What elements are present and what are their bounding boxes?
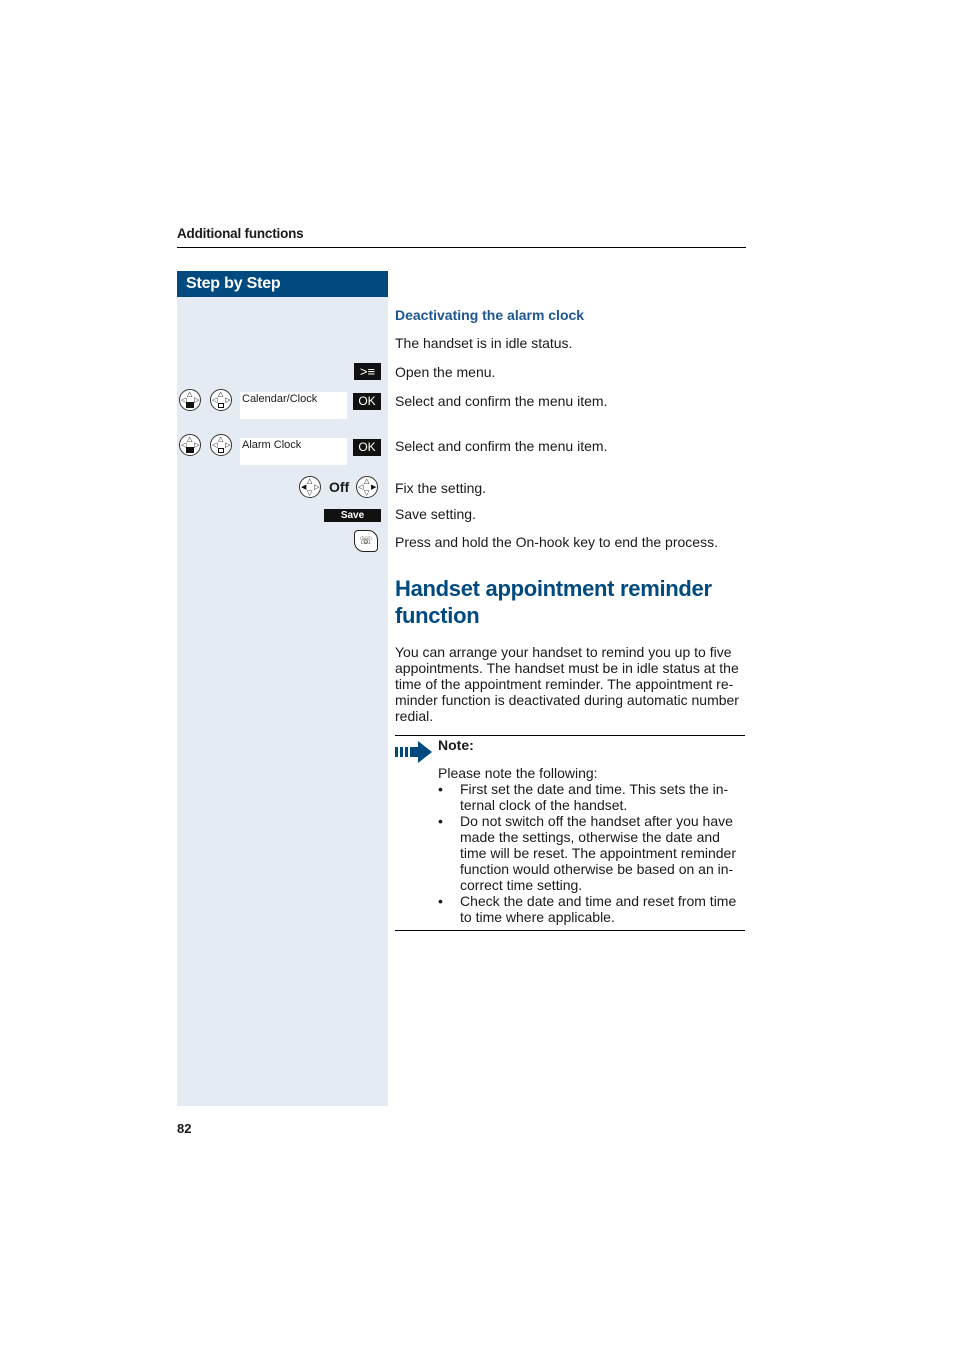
menu-key-icon: >≡ <box>354 363 381 380</box>
control-key-updown-icon: △ ◁ ▷ <box>210 434 232 456</box>
step-fix-setting-text: Fix the setting. <box>395 480 487 496</box>
step-by-step-title: Step by Step <box>177 271 388 297</box>
list-item: • First set the date and time. This sets the in-ternal clock of the handset. <box>438 781 729 813</box>
step-select-calendar-text: Select and confirm the menu item. <box>395 393 608 409</box>
step-open-menu-text: Open the menu. <box>395 364 496 380</box>
ok-key: OK <box>353 393 381 410</box>
reminder-title-line2: function <box>395 603 480 628</box>
running-header: Additional functions <box>177 226 304 241</box>
note-intro: Please note the following: <box>438 765 598 781</box>
display-menu-item-calendar-clock: Calendar/Clock <box>240 392 347 419</box>
control-key-updown-icon: △ ◁ ▷ <box>210 389 232 411</box>
display-menu-item-alarm-clock: Alarm Clock <box>240 438 347 465</box>
alarm-section-title: Deactivating the alarm clock <box>395 307 585 323</box>
step-on-hook-text: Press and hold the On-hook key to end the process. <box>395 534 718 550</box>
control-key-left-icon: △ ◀ ▷ ▽ <box>301 478 320 497</box>
note-top-divider <box>395 735 745 736</box>
note-bottom-divider <box>395 930 745 931</box>
step-save-text: Save setting. <box>395 506 476 522</box>
control-key-right-icon: △ ◁ ▶ ▽ <box>358 478 377 497</box>
list-item: • Check the date and time and reset from time to time where applicable. <box>438 893 737 925</box>
ok-key: OK <box>353 439 381 456</box>
control-key-down-icon: △ ◁ ▷ <box>179 434 201 456</box>
header-divider <box>177 247 746 248</box>
step-select-alarm-text: Select and confirm the menu item. <box>395 438 608 454</box>
save-display-key: Save <box>324 509 381 522</box>
note-bullet-list <box>438 781 748 925</box>
on-hook-key-icon: ☏ <box>354 530 378 552</box>
reminder-title-line1: Handset appointment reminder <box>395 576 712 601</box>
page-number: 82 <box>177 1121 192 1136</box>
note-label: Note: <box>438 737 474 753</box>
reminder-paragraph: You can arrange your handset to remind you up to five appointments. The handset must be in idle status at the time of the appointment reminder. The appointment re-minder function is deactivated during automatic number redial. <box>395 644 739 724</box>
list-item: • Do not switch off the handset after you have made the settings, otherwise the date and time will be reset. The appointment reminder function would otherwise be based on an in-correct time setting. <box>438 813 736 893</box>
note-arrow-icon <box>395 741 432 763</box>
step-idle-text: The handset is in idle status. <box>395 335 573 351</box>
setting-off-value: Off <box>329 479 350 495</box>
control-key-down-icon: △ ◁ ▷ <box>179 389 201 411</box>
reminder-section-title <box>395 575 712 629</box>
